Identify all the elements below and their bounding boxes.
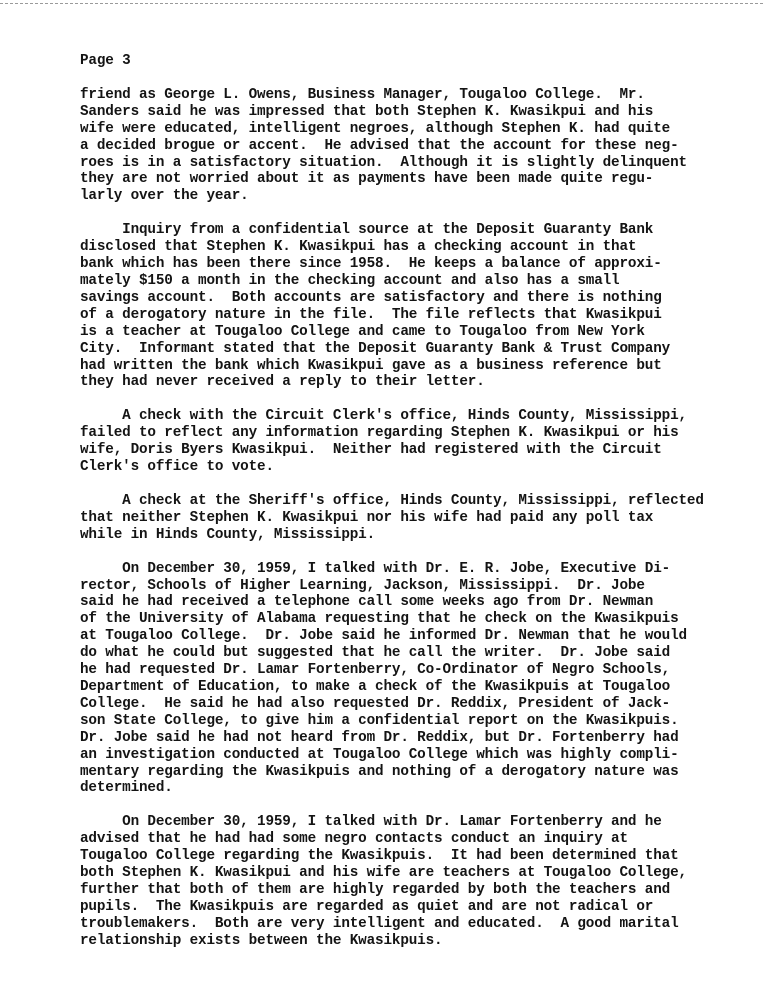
text-line: roes is in a satisfactory situation. Although it is slightly delinquent xyxy=(80,154,687,171)
text-line: determined. xyxy=(80,780,173,797)
document-page xyxy=(80,53,745,967)
text-line: Dr. Jobe said he had not heard from Dr. Reddix, but Dr. Fortenberry had xyxy=(80,729,679,746)
text-line: On December 30, 1959, I talked with Dr. E. R. Jobe, Executive Di- xyxy=(80,560,671,577)
top-edge-rule xyxy=(0,3,763,4)
page-number: Page 3 xyxy=(80,53,131,69)
text-line: while in Hinds County, Mississippi. xyxy=(80,526,376,543)
text-line: that neither Stephen K. Kwasikpui nor his wife had paid any poll tax xyxy=(80,509,654,526)
text-line: relationship exists between the Kwasikpuis. xyxy=(80,932,443,949)
text-line: they are not worried about it as payments have been made quite regu- xyxy=(80,171,654,188)
text-line: larly over the year. xyxy=(80,188,249,205)
paragraph xyxy=(80,493,745,544)
text-line: Tougaloo College regarding the Kwasikpuis. It had been determined that xyxy=(80,848,679,865)
text-line: troublemakers. Both are very intelligent and educated. A good marital xyxy=(80,915,679,932)
text-line: Clerk's office to vote. xyxy=(80,459,274,476)
text-line: Department of Education, to make a check of the Kwasikpuis at Tougaloo xyxy=(80,679,671,695)
document-body xyxy=(80,87,745,950)
text-line: mately $150 a month in the checking account and also has a small xyxy=(80,272,620,289)
text-line: wife, Doris Byers Kwasikpui. Neither had registered with the Circuit xyxy=(80,442,662,459)
text-line: a decided brogue or accent. He advised that the account for these neg- xyxy=(80,137,679,154)
text-line: of a derogatory nature in the file. The file reflects that Kwasikpui xyxy=(80,306,662,323)
text-line: further that both of them are highly regarded by both the teachers and xyxy=(80,881,671,898)
text-line: advised that he had had some negro contacts conduct an inquiry at xyxy=(80,831,628,848)
paragraph xyxy=(80,87,745,205)
paragraph xyxy=(80,222,745,391)
text-line: do what he could but suggested that he call the writer. Dr. Jobe said xyxy=(80,645,671,662)
text-line: had written the bank which Kwasikpui gave as a business reference but xyxy=(80,357,662,374)
text-line: savings account. Both accounts are satisfactory and there is nothing xyxy=(80,289,662,306)
text-line: of the University of Alabama requesting that he check on the Kwasikpuis xyxy=(80,611,679,628)
text-line: at Tougaloo College. Dr. Jobe said he informed Dr. Newman that he would xyxy=(80,628,687,645)
text-line: A check at the Sheriff's office, Hinds County, Mississippi, reflected xyxy=(80,492,704,509)
text-line: friend as George L. Owens, Business Manager, Tougaloo College. Mr. xyxy=(80,86,645,103)
text-line: an investigation conducted at Tougaloo College which was highly compli- xyxy=(80,746,679,763)
text-line: On December 30, 1959, I talked with Dr. Lamar Fortenberry and he xyxy=(80,814,662,831)
text-line: he had requested Dr. Lamar Fortenberry, Co-Ordinator of Negro Schools, xyxy=(80,662,671,679)
text-line: rector, Schools of Higher Learning, Jackson, Mississippi. Dr. Jobe xyxy=(80,577,645,594)
text-line: Inquiry from a confidential source at the Deposit Guaranty Bank xyxy=(80,222,654,239)
text-line: said he had received a telephone call some weeks ago from Dr. Newman xyxy=(80,594,654,611)
text-line: College. He said he had also requested Dr. Reddix, President of Jack- xyxy=(80,695,671,712)
text-line: failed to reflect any information regarding Stephen K. Kwasikpui or his xyxy=(80,425,679,442)
text-line: they had never received a reply to their letter. xyxy=(80,374,485,391)
text-line: mentary regarding the Kwasikpuis and nothing of a derogatory nature was xyxy=(80,763,679,780)
text-line: pupils. The Kwasikpuis are regarded as quiet and are not radical or xyxy=(80,898,654,915)
text-line: disclosed that Stephen K. Kwasikpui has a checking account in that xyxy=(80,239,637,256)
paragraph xyxy=(80,408,745,476)
text-line: bank which has been there since 1958. He keeps a balance of approxi- xyxy=(80,256,662,273)
text-line: is a teacher at Tougaloo College and came to Tougaloo from New York xyxy=(80,323,645,340)
paragraph xyxy=(80,561,745,798)
text-line: City. Informant stated that the Deposit Guaranty Bank & Trust Company xyxy=(80,340,671,357)
text-line: A check with the Circuit Clerk's office, Hinds County, Mississippi, xyxy=(80,408,687,425)
text-line: son State College, to give him a confidential report on the Kwasikpuis. xyxy=(80,712,679,729)
paragraph xyxy=(80,814,745,949)
text-line: Sanders said he was impressed that both Stephen K. Kwasikpui and his xyxy=(80,103,654,120)
text-line: both Stephen K. Kwasikpui and his wife are teachers at Tougaloo College, xyxy=(80,865,687,882)
text-line: wife were educated, intelligent negroes, although Stephen K. had quite xyxy=(80,120,671,137)
